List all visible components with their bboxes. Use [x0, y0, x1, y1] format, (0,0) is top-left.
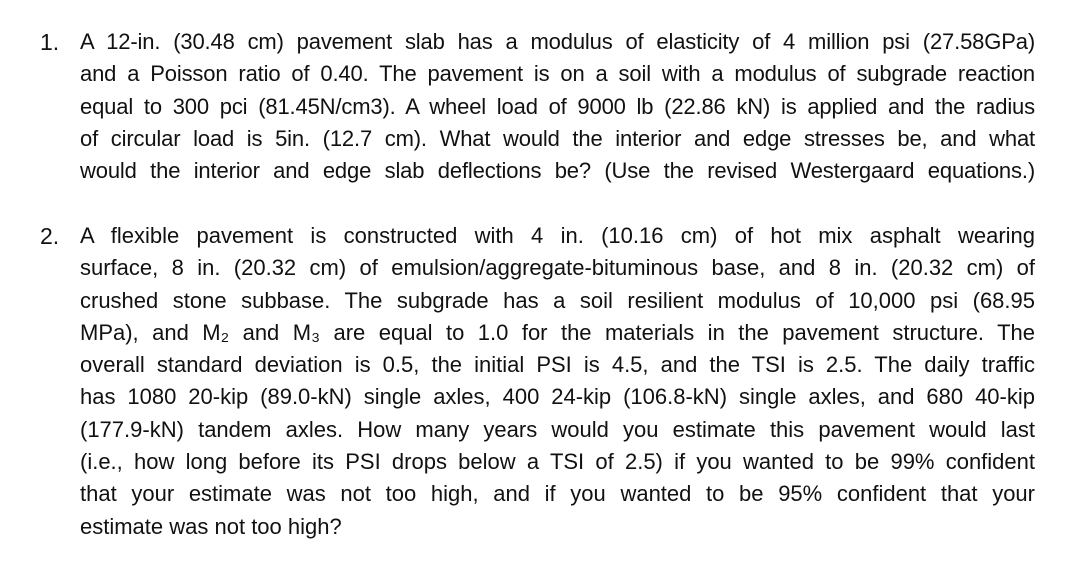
problem-text-line: and a Poisson ratio of 0.40. The pavement is on a soil with a modulus of subgrade reaction	[80, 61, 1035, 87]
problem-text-line: that your estimate was not too high, and if you wanted to be 95% confident that your	[80, 481, 1035, 507]
problem-text-line: equal to 300 pci (81.45N/cm3). A wheel load of 9000 lb (22.86 kN) is applied and the radius	[80, 93, 1035, 119]
problem-text-line: crushed stone subbase. The subgrade has a soil resilient modulus of 10,000 psi (68.95	[80, 287, 1035, 313]
problem-number: 1.	[40, 29, 60, 55]
problem-text-line: A flexible pavement is constructed with 4 in. (10.16 cm) of hot mix asphalt wearing	[80, 223, 1035, 248]
problem-text-line: overall standard deviation is 0.5, the initial PSI is 4.5, and the TSI is 2.5. The daily traffic	[80, 352, 1035, 378]
problem-text-line: (177.9-kN) tandem axles. How many years would you estimate this pavement would last	[80, 416, 1035, 442]
problem-text-line: estimate was not too high?	[80, 513, 342, 539]
problem-text-line: of circular load is 5in. (12.7 cm). What would the interior and edge stresses be, and what	[80, 125, 1035, 151]
problem-text	[80, 220, 1035, 543]
problem-text-line: A 12-in. (30.48 cm) pavement slab has a modulus of elasticity of 4 million psi (27.58GPa)	[80, 29, 1035, 54]
problem-text-line: (i.e., how long before its PSI drops below a TSI of 2.5) if you wanted to be 99% confident	[80, 449, 1035, 475]
problem-number: 2.	[40, 223, 60, 249]
problem-text-line: has 1080 20-kip (89.0-kN) single axles, 400 24-kip (106.8-kN) single axles, and 680 40-kip	[80, 384, 1035, 410]
problem-text-line: surface, 8 in. (20.32 cm) of emulsion/aggregate-bituminous base, and 8 in. (20.32 cm) of	[80, 255, 1035, 281]
problem-text-line: MPa), and M₂ and M₃ are equal to 1.0 for the materials in the pavement structure. The	[80, 319, 1035, 345]
problem-text	[80, 26, 1035, 187]
problem-text-line: would the interior and edge slab deflections be? (Use the revised Westergaard equations.)	[80, 158, 1035, 184]
